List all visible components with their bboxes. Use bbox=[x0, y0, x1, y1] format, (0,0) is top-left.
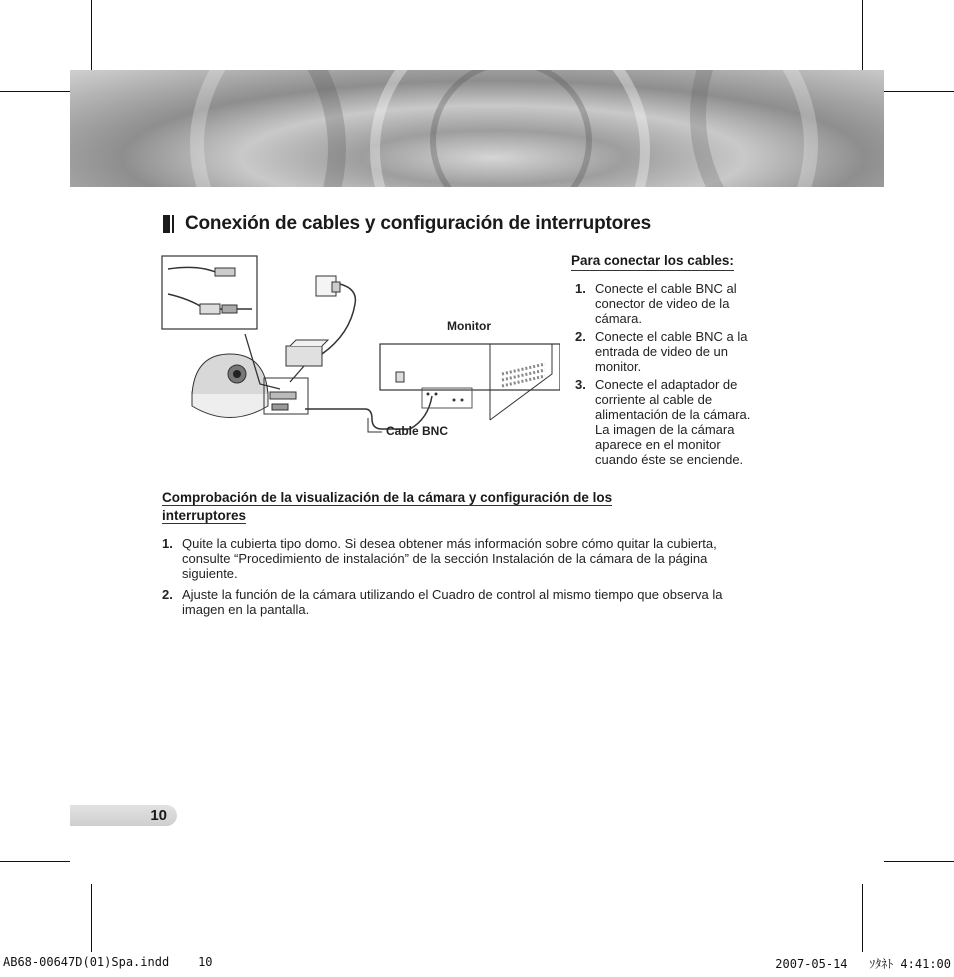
page-number-tab bbox=[70, 805, 177, 826]
crop-mark bbox=[862, 884, 863, 952]
crop-mark bbox=[884, 861, 954, 862]
step-number: 3. bbox=[575, 377, 586, 392]
header-banner-image bbox=[70, 70, 884, 187]
file-slug-right: 2007-05-14 ｿﾀﾈﾄ 4:41:00 bbox=[775, 957, 951, 971]
step-text: Conecte el adaptador de corriente al cable de alimentación de la cámara. La imagen de la cámara aparece en el monitor cuando éste se enciende. bbox=[595, 377, 751, 467]
check-instructions bbox=[162, 489, 762, 617]
list-item bbox=[162, 536, 762, 581]
list-item bbox=[571, 281, 761, 326]
check-heading-line2: interruptores bbox=[162, 508, 247, 523]
page-title: Conexión de cables y configuración de interruptores bbox=[185, 213, 651, 234]
connection-diagram bbox=[160, 254, 560, 474]
step-text: Conecte el cable BNC a la entrada de video de un monitor. bbox=[595, 329, 748, 374]
bnc-cable-label: Cable BNC bbox=[386, 424, 449, 438]
step-number: 1. bbox=[575, 281, 586, 296]
crop-mark bbox=[91, 0, 92, 70]
connection-diagram-illustration bbox=[160, 254, 560, 474]
crop-mark bbox=[0, 91, 70, 92]
crop-mark bbox=[884, 91, 954, 92]
section-title-row bbox=[163, 213, 651, 235]
step-text: Ajuste la función de la cámara utilizando el Cuadro de control al mismo tiempo que observa la imagen en la pantalla. bbox=[182, 587, 723, 617]
list-item bbox=[571, 329, 761, 374]
connect-instructions bbox=[571, 252, 761, 467]
step-number: 1. bbox=[162, 536, 173, 551]
check-heading-line1: Comprobación de la visualización de la cámara y configuración de los bbox=[162, 490, 613, 505]
crop-mark bbox=[862, 0, 863, 70]
step-text: Conecte el cable BNC al conector de video de la cámara. bbox=[595, 281, 737, 326]
check-heading bbox=[162, 489, 762, 525]
crop-mark bbox=[91, 884, 92, 952]
file-slug-left: AB68-00647D(01)Spa.indd 10 bbox=[3, 955, 213, 969]
list-item bbox=[162, 587, 762, 617]
connect-heading: Para conectar los cables: bbox=[571, 253, 734, 271]
crop-mark bbox=[0, 861, 70, 862]
step-number: 2. bbox=[575, 329, 586, 344]
step-number: 2. bbox=[162, 587, 173, 602]
step-text: Quite la cubierta tipo domo. Si desea obtener más información sobre cómo quitar la cubierta, consulte “Procedimiento de instalación” de la sección Instalación de la cámara de la página siguiente. bbox=[182, 536, 717, 581]
list-item bbox=[571, 377, 761, 467]
title-marker bbox=[163, 215, 172, 233]
monitor-label: Monitor bbox=[447, 319, 491, 333]
page-number: 10 bbox=[150, 807, 167, 824]
